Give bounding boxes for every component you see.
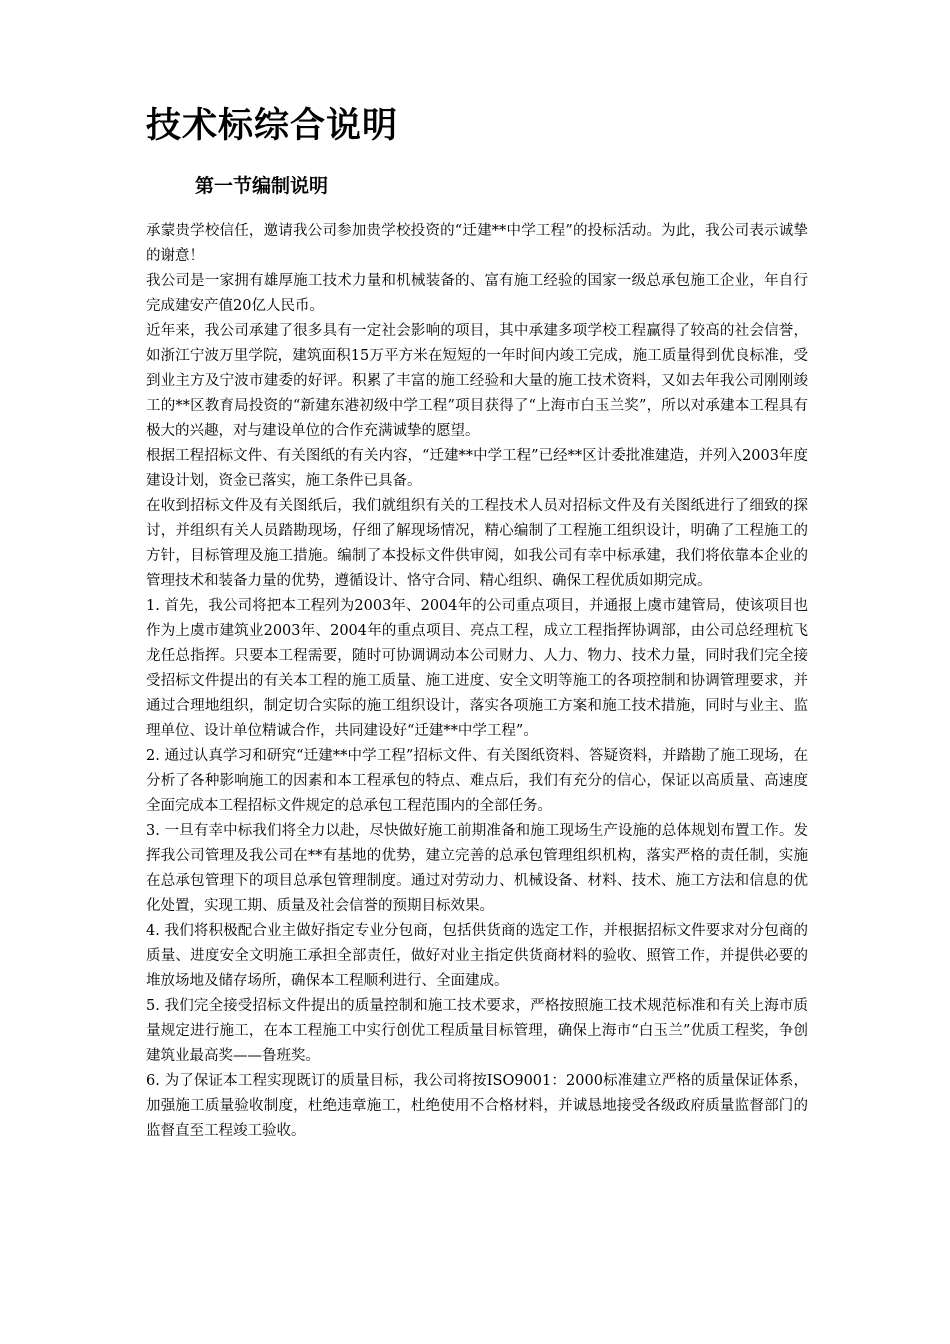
section-heading: 第一节编制说明 (195, 175, 329, 197)
paragraph-intro-thanks: 承蒙贵学校信任，邀请我公司参加贵学校投资的“迁建**中学工程”的投标活动。为此，我公司表示诚挚的谢意！ (146, 223, 808, 264)
paragraph-item-6: 6. 为了保证本工程实现既订的质量目标，我公司将按ISO9001：2000标准建立严格的质量保证体系，加强施工质量验收制度，杜绝违章施工，杜绝使用不合格材料，并诚恳地接受各级政府质量监督部门的监督直至工程竣工验收。 (146, 1073, 808, 1139)
document-title: 技术标综合说明 (146, 106, 399, 146)
paragraph-recent-projects: 近年来，我公司承建了很多具有一定社会影响的项目，其中承建多项学校工程赢得了较高的社会信誉，如浙江宁波万里学院，建筑面积15万平方米在短短的一年时间内竣工完成，施工质量得到优良标准，受到业主方及宁波市建委的好评。积累了丰富的施工经验和大量的施工技术资料，又如去年我公司刚刚竣工的**区教育局投资的“新建东港初级中学工程”项目获得了“上海市白玉兰奖”，所以对承建本工程具有极大的兴趣，对与建设单位的合作充满诚挚的愿望。 (146, 323, 808, 439)
paragraph-tender-basis: 根据工程招标文件、有关图纸的有关内容，“迁建**中学工程”已经**区计委批准建造，并列入2003年度建设计划，资金已落实，施工条件已具备。 (146, 448, 808, 489)
paragraph-item-4: 4. 我们将积极配合业主做好指定专业分包商，包括供货商的选定工作，并根据招标文件要求对分包商的质量、进度安全文明施工承担全部责任，做好对业主指定供货商材料的验收、照管工作，并提供必要的堆放场地及储存场所，确保本工程顺利进行、全面建成。 (146, 923, 808, 989)
paragraph-item-5: 5. 我们完全接受招标文件提出的质量控制和施工技术要求，严格按照施工技术规范标准和有关上海市质量规定进行施工，在本工程施工中实行创优工程质量目标管理，确保上海市“白玉兰”优质工程奖，争创建筑业最高奖——鲁班奖。 (146, 998, 808, 1064)
paragraph-item-3: 3. 一旦有幸中标我们将全力以赴，尽快做好施工前期准备和施工现场生产设施的总体规划布置工作。发挥我公司管理及我公司在**有基地的优势，建立完善的总承包管理组织机构，落实严格的责任制，实施在总承包管理下的项目总承包管理制度。通过对劳动力、机械设备、材料、技术、施工方法和信息的优化处置，实现工期、质量及社会信誉的预期目标效果。 (146, 823, 808, 914)
paragraph-item-2: 2. 通过认真学习和研究“迁建**中学工程”招标文件、有关图纸资料、答疑资料，并踏勘了施工现场，在分析了各种影响施工的因素和本工程承包的特点、难点后，我们有充分的信心，保证以高质量、高速度全面完成本工程招标文件规定的总承包工程范围内的全部任务。 (146, 748, 808, 814)
document-body (146, 219, 808, 1144)
paragraph-item-1: 1. 首先，我公司将把本工程列为2003年、2004年的公司重点项目，并通报上虞市建管局，使该项目也作为上虞市建筑业2003年、2004年的重点项目、亮点工程，成立工程指挥协调部，由公司总经理杭飞龙任总指挥。只要本工程需要，随时可协调调动本公司财力、人力、物力、技术力量，同时我们完全接受招标文件提出的有关本工程的施工质量、施工进度、安全文明等施工的各项控制和协调管理要求，并通过合理地组织，制定切合实际的施工组织设计，落实各项施工方案和施工技术措施，同时与业主、监理单位、设计单位精诚合作，共同建设好“迁建**中学工程”。 (146, 598, 808, 739)
paragraph-preparation: 在收到招标文件及有关图纸后，我们就组织有关的工程技术人员对招标文件及有关图纸进行了细致的探讨，并组织有关人员踏勘现场，仔细了解现场情况，精心编制了工程施工组织设计，明确了工程施工的方针，目标管理及施工措施。编制了本投标文件供审阅，如我公司有幸中标承建，我们将依靠本企业的管理技术和装备力量的优势，遵循设计、恪守合同、精心组织、确保工程优质如期完成。 (146, 498, 808, 589)
paragraph-company-profile: 我公司是一家拥有雄厚施工技术力量和机械装备的、富有施工经验的国家一级总承包施工企业，年自行完成建安产值20亿人民币。 (146, 273, 808, 314)
